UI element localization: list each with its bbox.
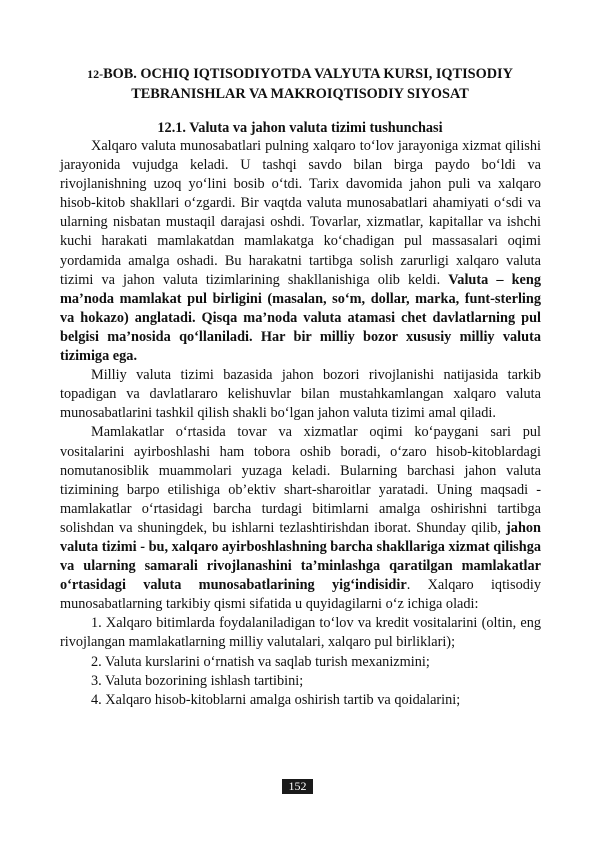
body-text — [60, 137, 541, 710]
chapter-number: 12- — [87, 67, 104, 81]
page-number: 152 — [282, 779, 313, 794]
list-item: 4. Xalqaro hisob-kitoblarni amalga oshirish tartib va qoidalarini; — [91, 691, 461, 708]
paragraph — [60, 423, 541, 614]
definition-bold: jahon valuta tizimi - bu, xalqaro ayirboshlashning barcha shakllariga xizmat qilishga va ularning samarali rivojlanashini ta’minlashga qaratilgan mamlakatlar o‘rtasidagi valuta munosabatlarining yig‘indisidir — [60, 519, 542, 594]
list-item: 2. Valuta kurslarini o‘rnatish va saqlab turish mexanizmini; — [91, 653, 430, 670]
paragraph-text: . Xalqaro iqtisodiy munosabatlarning tarkibiy qismi sifatida u quyidagilarni o‘z ichiga oladi: — [60, 577, 541, 613]
chapter-title — [50, 64, 550, 104]
paragraph: Milliy valuta tizimi bazasida jahon bozori rivojlanishi natijasida tarkib topadigan va davlatlararo kelishuvlar bilan mustahkamlangan xalqaro valuta munosabatlarini tashkil qilish shakli bo‘lgan jahon valuta tizimi amal qiladi. — [60, 367, 541, 422]
definition-bold: Valuta – keng ma’noda mamlakat pul birligini (masalan, so‘m, dollar, marka, funt-sterling va hokazo) anglatadi. Qisqa ma’noda valuta atamasi chet davlatlarning pul belgisi ma’nosida qo‘llaniladi. Har bir milliy bozor xususiy milliy valuta tizimiga ega. — [60, 271, 542, 365]
paragraph — [60, 137, 541, 366]
section-title: 12.1. Valuta va jahon valuta tizimi tushunchasi — [157, 120, 443, 136]
paragraph-text: Xalqaro valuta munosabatlari pulning xalqaro to‘lov jarayoniga xizmat qilishi jarayonida vujudga keladi. U tashqi savdo bilan birga paydo bo‘ldi va rivojlanishning uzoq yo‘lini bosib o‘tdi. Tarix davomida jahon puli va xalqaro hisob-kitob shakllari o‘zgardi. Bir vaqtda valuta munosabatlari ahamiyati o‘sdi va ularning nisbatan mustaqil darajasi oshdi. Tovarlar, xizmatlar, kapitallar va ishchi kuchi harakati mamlakatdan mamlakatga ko‘chadigan pul massasalari oqimi yordamida amalga oshadi. Bu harakatni tartibga solish zarurligi xalqaro valuta tizimi va jahon valuta tizimlarining shakllanishiga olib keldi. — [60, 138, 541, 288]
paragraph-text: Mamlakatlar o‘rtasida tovar va xizmatlar oqimi ko‘paygani sari pul vositalarini ayirboshlashi ham tobora oshib boradi, o‘zaro hisob-kitoblardagi nomutanosiblik muammolari yuzaga keladi. Bularning barchasi jahon valuta tizimining barpo etilishiga ob’ektiv shart-sharoitlar yaratadi. Uning maqsadi - mamlakatlar o‘rtasidagi barcha turdagi bitimlarni amalga oshirishni tartibga solishdan va shuningdek, bu ishlarni tezlashtirishdan iborat. Shunday qilib, — [60, 424, 541, 536]
list-item: 1. Xalqaro bitimlarda foydalaniladigan to‘lov va kredit vositalarini (oltin, eng rivojlangan mamlakatlarning milliy valutalari, xalqaro pul birliklari); — [60, 615, 541, 651]
list-item: 3. Valuta bozorining ishlash tartibini; — [91, 672, 304, 689]
chapter-title-text: BOB. OCHIQ IQTISODIYOTDA VALYUTA KURSI, IQTISODIY TEBRANISHLAR VA MAKROIQTISODIY SIYOSAT — [103, 66, 513, 102]
